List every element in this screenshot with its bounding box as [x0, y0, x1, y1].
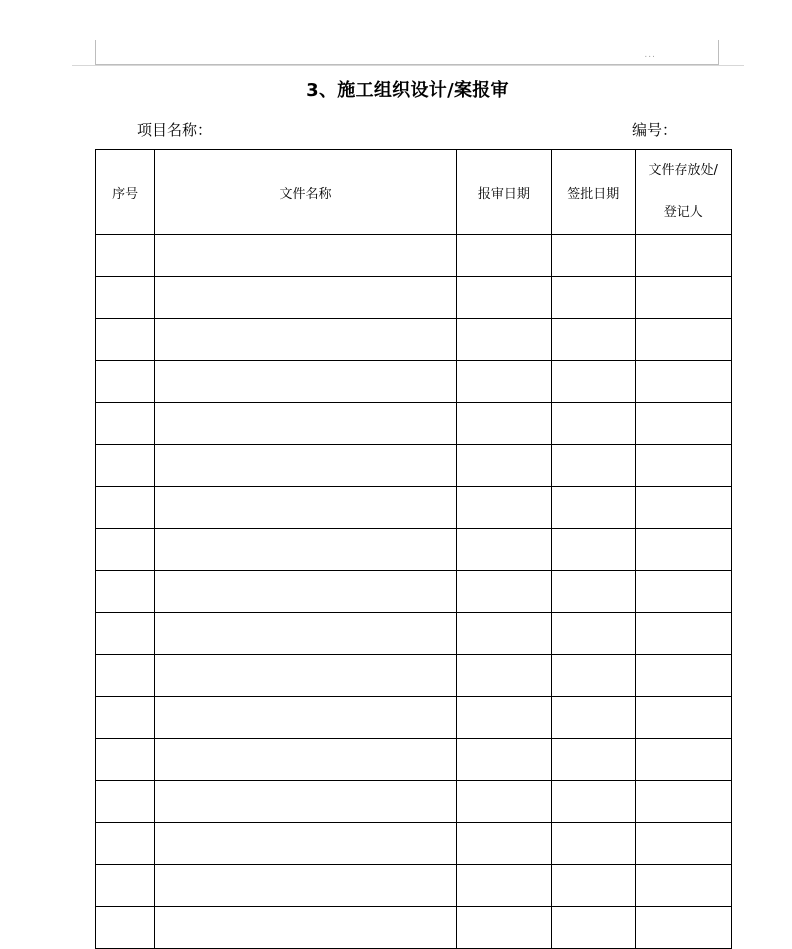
- page-separator: [72, 65, 744, 66]
- table-header-row: [96, 150, 732, 235]
- cell-submission-date[interactable]: [456, 613, 551, 655]
- cell-sequence[interactable]: [96, 361, 155, 403]
- cell-storage-registrant[interactable]: [635, 697, 732, 739]
- table-row: [96, 781, 732, 823]
- cell-storage-registrant[interactable]: [635, 235, 732, 277]
- cell-submission-date[interactable]: [456, 865, 551, 907]
- cell-approval-date[interactable]: [552, 655, 635, 697]
- cell-storage-registrant[interactable]: [635, 865, 732, 907]
- cell-document-name[interactable]: [155, 823, 456, 865]
- document-number-label: 编号：: [632, 121, 678, 139]
- submission-register-table: [95, 149, 732, 949]
- table-row: [96, 529, 732, 571]
- cell-storage-registrant[interactable]: [635, 487, 732, 529]
- table-row: [96, 907, 732, 949]
- cell-approval-date[interactable]: [552, 277, 635, 319]
- cell-sequence[interactable]: [96, 865, 155, 907]
- cell-storage-registrant[interactable]: [635, 403, 732, 445]
- table-row: [96, 319, 732, 361]
- cell-document-name[interactable]: [155, 613, 456, 655]
- cell-approval-date[interactable]: [552, 445, 635, 487]
- cell-approval-date[interactable]: [552, 865, 635, 907]
- column-header-storage-line-1: 文件存放处/: [648, 163, 718, 178]
- cell-document-name[interactable]: [155, 445, 456, 487]
- cell-storage-registrant[interactable]: [635, 571, 732, 613]
- table-row: [96, 571, 732, 613]
- cell-sequence[interactable]: [96, 655, 155, 697]
- column-header-storage-line-2: 登记人: [663, 205, 703, 220]
- cell-document-name[interactable]: [155, 361, 456, 403]
- cell-submission-date[interactable]: [456, 445, 551, 487]
- cell-approval-date[interactable]: [552, 613, 635, 655]
- cell-approval-date[interactable]: [552, 907, 635, 949]
- cell-submission-date[interactable]: [456, 361, 551, 403]
- page-header-marker: ...: [644, 50, 656, 60]
- table-body: [96, 235, 732, 949]
- table-row: [96, 823, 732, 865]
- cell-document-name[interactable]: [155, 907, 456, 949]
- cell-submission-date[interactable]: [456, 907, 551, 949]
- cell-approval-date[interactable]: [552, 235, 635, 277]
- cell-storage-registrant[interactable]: [635, 529, 732, 571]
- cell-sequence[interactable]: [96, 403, 155, 445]
- cell-sequence[interactable]: [96, 277, 155, 319]
- cell-document-name[interactable]: [155, 781, 456, 823]
- cell-submission-date[interactable]: [456, 235, 551, 277]
- cell-approval-date[interactable]: [552, 823, 635, 865]
- cell-storage-registrant[interactable]: [635, 655, 732, 697]
- cell-document-name[interactable]: [155, 403, 456, 445]
- cell-document-name[interactable]: [155, 865, 456, 907]
- table-row: [96, 235, 732, 277]
- column-header-document-name: 文件名称: [155, 150, 456, 235]
- cell-sequence[interactable]: [96, 823, 155, 865]
- table-row: [96, 613, 732, 655]
- cell-submission-date[interactable]: [456, 571, 551, 613]
- cell-storage-registrant[interactable]: [635, 739, 732, 781]
- cell-document-name[interactable]: [155, 739, 456, 781]
- cell-approval-date[interactable]: [552, 487, 635, 529]
- table-row: [96, 361, 732, 403]
- cell-sequence[interactable]: [96, 571, 155, 613]
- column-header-submission-date: 报审日期: [456, 150, 551, 235]
- cell-document-name[interactable]: [155, 487, 456, 529]
- cell-sequence[interactable]: [96, 739, 155, 781]
- cell-submission-date[interactable]: [456, 655, 551, 697]
- table-row: [96, 697, 732, 739]
- cell-storage-registrant[interactable]: [635, 361, 732, 403]
- cell-document-name[interactable]: [155, 529, 456, 571]
- cell-submission-date[interactable]: [456, 781, 551, 823]
- table-row: [96, 445, 732, 487]
- cell-document-name[interactable]: [155, 697, 456, 739]
- cell-approval-date[interactable]: [552, 697, 635, 739]
- table-row: [96, 403, 732, 445]
- table-row: [96, 865, 732, 907]
- cell-approval-date[interactable]: [552, 361, 635, 403]
- cell-sequence[interactable]: [96, 907, 155, 949]
- table-row: [96, 277, 732, 319]
- cell-submission-date[interactable]: [456, 739, 551, 781]
- cell-approval-date[interactable]: [552, 529, 635, 571]
- cell-storage-registrant[interactable]: [635, 781, 732, 823]
- project-name-label: 项目名称：: [137, 121, 213, 139]
- cell-storage-registrant[interactable]: [635, 277, 732, 319]
- cell-storage-registrant[interactable]: [635, 907, 732, 949]
- cell-document-name[interactable]: [155, 235, 456, 277]
- cell-sequence[interactable]: [96, 529, 155, 571]
- cell-storage-registrant[interactable]: [635, 445, 732, 487]
- cell-storage-registrant[interactable]: [635, 319, 732, 361]
- cell-document-name[interactable]: [155, 277, 456, 319]
- column-header-storage-registrant: [635, 150, 732, 235]
- cell-sequence[interactable]: [96, 697, 155, 739]
- cell-sequence[interactable]: [96, 487, 155, 529]
- cell-storage-registrant[interactable]: [635, 613, 732, 655]
- cell-submission-date[interactable]: [456, 697, 551, 739]
- cell-sequence[interactable]: [96, 235, 155, 277]
- cell-approval-date[interactable]: [552, 571, 635, 613]
- cell-submission-date[interactable]: [456, 529, 551, 571]
- cell-sequence[interactable]: [96, 613, 155, 655]
- cell-sequence[interactable]: [96, 319, 155, 361]
- cell-submission-date[interactable]: [456, 403, 551, 445]
- cell-submission-date[interactable]: [456, 319, 551, 361]
- cell-submission-date[interactable]: [456, 487, 551, 529]
- column-header-sequence: 序号: [96, 150, 155, 235]
- cell-approval-date[interactable]: [552, 739, 635, 781]
- cell-approval-date[interactable]: [552, 319, 635, 361]
- cell-approval-date[interactable]: [552, 403, 635, 445]
- cell-document-name[interactable]: [155, 655, 456, 697]
- cell-sequence[interactable]: [96, 445, 155, 487]
- page-header-boundary: [95, 40, 719, 65]
- cell-document-name[interactable]: [155, 319, 456, 361]
- cell-submission-date[interactable]: [456, 277, 551, 319]
- cell-document-name[interactable]: [155, 571, 456, 613]
- cell-submission-date[interactable]: [456, 823, 551, 865]
- table-row: [96, 655, 732, 697]
- cell-approval-date[interactable]: [552, 781, 635, 823]
- cell-storage-registrant[interactable]: [635, 823, 732, 865]
- page-title: 3、施工组织设计/案报审: [306, 80, 509, 101]
- cell-sequence[interactable]: [96, 781, 155, 823]
- column-header-approval-date: 签批日期: [552, 150, 635, 235]
- table-row: [96, 487, 732, 529]
- table-row: [96, 739, 732, 781]
